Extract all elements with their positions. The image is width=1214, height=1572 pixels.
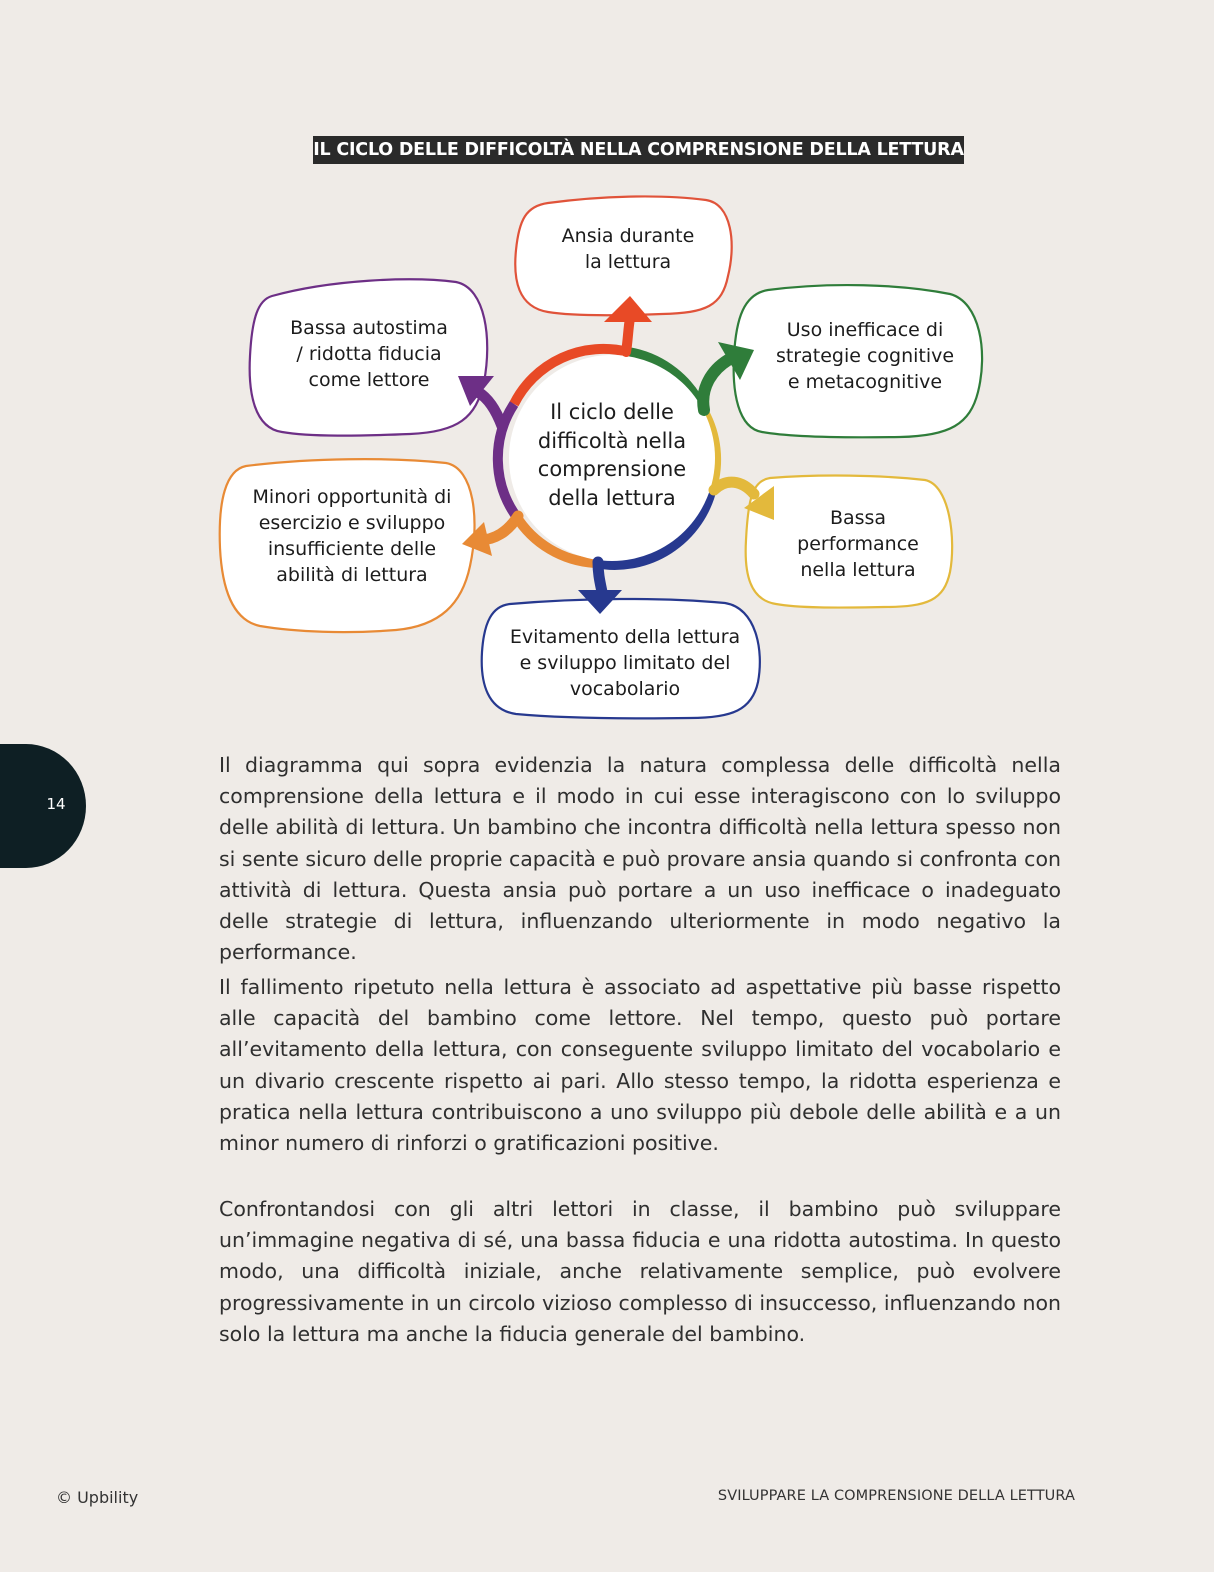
node-label-performance: Bassa performance nella lettura <box>797 507 919 581</box>
paragraph-1: Il diagramma qui sopra evidenzia la natura complessa delle difficoltà nella comprensione della lettura e il modo in cui esse interagiscono con lo sviluppo delle abilità di lettura. Un bambino che incontra difficoltà nella lettura spesso non si sente sicuro delle proprie capacità e può provare ansia quando si confronta con attività di lettura. Questa ansia può portare a un uso inefficace o inadeguato delle strategie di lettura, influenzando ulteriormente in modo negativo la performance. <box>219 753 1061 965</box>
arrow-to-selfesteem <box>478 392 502 426</box>
arrow-to-avoidance <box>598 562 602 592</box>
page-number-tab <box>0 744 86 868</box>
diagram-title: IL CICLO DELLE DIFFICOLTÀ NELLA COMPRENSIONE DELLA LETTURA <box>313 136 964 164</box>
footer-copyright: © Upbility <box>56 1488 139 1507</box>
paragraph-3: Confrontandosi con gli altri lettori in classe, il bambino può sviluppare un’immagine negativa di sé, una bassa fiducia e una ridotta autostima. In questo modo, una difficoltà iniziale, anche relativamente semplice, può evolvere progressivamente in un circolo vizioso complesso di insuccesso, influenzando non solo la lettura ma anche la fiducia generale del bambino. <box>219 1197 1061 1346</box>
paragraph-2: Il fallimento ripetuto nella lettura è associato ad aspettative più basse rispetto alle capacità del bambino come lettore. Nel tempo, questo può portare all’evitamento della lettura, con conseguente sviluppo limitato del vocabolario e un divario crescente rispetto ai pari. Allo stesso tempo, la ridotta esperienza e pratica nella lettura contribuiscono a uno sviluppo più debole delle abilità e a un minor numero di rinforzi o gratificazioni positive. <box>219 975 1061 1156</box>
node-label-anxiety: Ansia durante la lettura <box>561 225 695 273</box>
arrow-to-anxiety <box>626 318 630 352</box>
arrow-to-performance <box>714 482 754 494</box>
node-label-opportunities: Minori opportunità di esercizio e sviluppo insufficiente delle abilità di lettura <box>252 486 452 586</box>
node-label-strategies: Uso inefficace di strategie cognitive e metacognitive <box>775 319 955 393</box>
node-label-avoidance: Evitamento della lettura e sviluppo limitato del vocabolario <box>509 626 741 700</box>
center-label: Il ciclo delle difficoltà nella comprensione della lettura <box>537 400 687 510</box>
footer-book-title: SVILUPPARE LA COMPRENSIONE DELLA LETTURA <box>717 1488 1075 1504</box>
node-label-selfesteem: Bassa autostima / ridotta fiducia come lettore <box>290 317 448 391</box>
page-number: 14 <box>46 795 66 813</box>
